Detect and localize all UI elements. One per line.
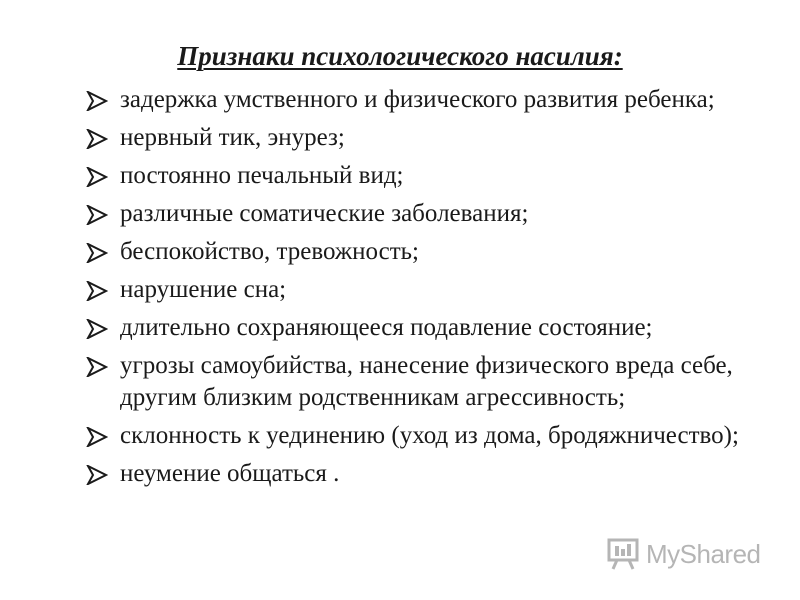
list-item-text: угрозы самоубийства, нанесение физического вреда себе, другим близким родственникам агрессивность;: [120, 352, 733, 411]
arrowhead-bullet-icon: [86, 205, 108, 225]
list-item-text: постоянно печальный вид;: [120, 162, 404, 189]
list-item-text: различные соматические заболевания;: [120, 200, 529, 227]
slide-title: Признаки психологического насилия:: [177, 41, 623, 71]
list-item-text: неумение общаться .: [120, 460, 340, 487]
list-item: [82, 236, 772, 268]
arrowhead-bullet-icon: [86, 243, 108, 263]
arrowhead-bullet-icon: [86, 167, 108, 187]
list-item: [82, 84, 772, 116]
list-item-text: нарушение сна;: [120, 276, 287, 303]
list-item: [82, 458, 772, 490]
watermark-text: MyShared: [646, 538, 761, 569]
list-item-text: длительно сохраняющееся подавление состояние;: [120, 314, 653, 341]
list-item-text: беспокойство, тревожность;: [120, 238, 419, 265]
arrowhead-bullet-icon: [86, 465, 108, 485]
list-item: [82, 198, 772, 230]
list-item-text: нервный тик, энурез;: [120, 124, 345, 151]
signs-list: [82, 84, 772, 496]
list-item: [82, 420, 772, 452]
list-item-text: задержка умственного и физического развития ребенка;: [120, 86, 715, 113]
presentation-board-icon: [606, 537, 640, 571]
list-item: [82, 160, 772, 192]
list-item: [82, 312, 772, 344]
list-item: [82, 274, 772, 306]
myshared-watermark: [606, 534, 776, 574]
arrowhead-bullet-icon: [86, 427, 108, 447]
list-item: [82, 122, 772, 154]
arrowhead-bullet-icon: [86, 319, 108, 339]
list-item-text: склонность к уединению (уход из дома, бродяжничество);: [120, 422, 739, 449]
arrowhead-bullet-icon: [86, 281, 108, 301]
arrowhead-bullet-icon: [86, 357, 108, 377]
list-item: [82, 350, 772, 414]
arrowhead-bullet-icon: [86, 91, 108, 111]
arrowhead-bullet-icon: [86, 129, 108, 149]
